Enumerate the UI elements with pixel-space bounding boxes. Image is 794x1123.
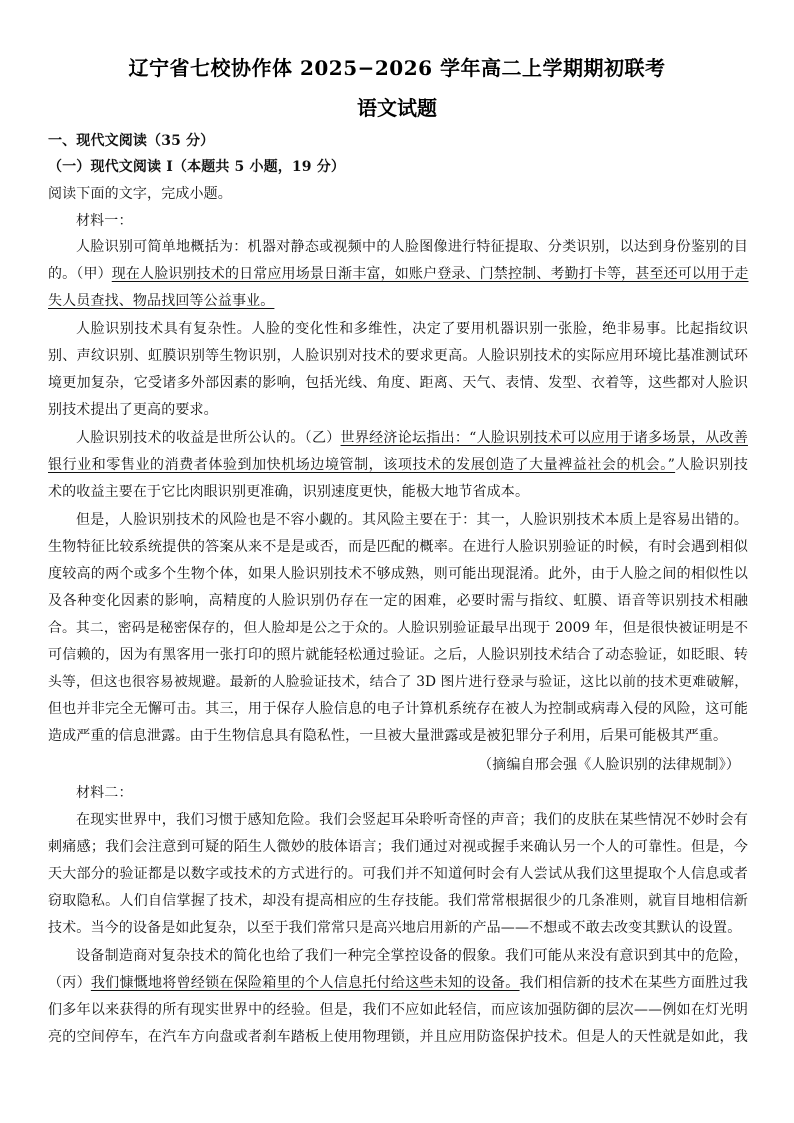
text-run: 人脸识别技 bbox=[675, 457, 748, 473]
paragraph-line: 及各种变化因素的影响，高精度的人脸识别仍存在一定的困难，必要时需与指纹、虹膜、语音等识别技术相融 bbox=[48, 593, 748, 609]
material-label: 材料一： bbox=[76, 213, 133, 229]
section-heading: 一、现代文阅读（35 分） bbox=[48, 133, 215, 149]
paragraph-line: 窃取隐私。人们自信掌握了技术，却没有提高相应的生存技能。我们常常根据很少的几条准则，就盲目地相信新 bbox=[48, 893, 748, 909]
paragraph-line: 造成严重的信息泄露。由于生物信息具有隐私性，一旦被大量泄露或是被犯罪分子利用，后果可能极其严重。 bbox=[48, 728, 728, 744]
subsection-heading: （一）现代文阅读 I（本题共 5 小题，19 分） bbox=[48, 159, 346, 175]
text-run: 我们相信新的技术在某些方面胜过我 bbox=[519, 975, 749, 991]
text-run: （丙） bbox=[48, 975, 91, 991]
paragraph-line: 境更加复杂，它受诸多外部因素的影响，包括光线、角度、距离、天气、表情、发型、衣着等，这些都对人脸识 bbox=[48, 375, 748, 391]
paragraph-line: 刺痛感；我们会注意到可疑的陌生人微妙的肢体语言；我们通过对视或握手来确认另一个人的可靠性。但是，今 bbox=[48, 839, 748, 855]
underlined-text: 世界经济论坛指出：“人脸识别技术可以应用于诸多场景，从改善 bbox=[340, 430, 748, 446]
text-run: 人脸识别技术的收益是世所公认的。（乙） bbox=[76, 430, 341, 446]
paragraph-line: 生物特征比较系统提供的答案从来不是是或否，而是匹配的概率。在进行人脸识别验证的时候，有时会遇到相似 bbox=[48, 539, 748, 555]
underlined-text: 银行业和零售业的消费者体验到加快机场边境管制，该项技术的发展创造了大量裨益社会的机会。” bbox=[48, 457, 676, 473]
exam-subtitle: 语文试题 bbox=[357, 96, 437, 120]
paragraph-line: 们多年以来获得的所有现实世界中的经验。但是，我们不应如此轻信，而应该加强防御的层次——例如在灯光明 bbox=[48, 1002, 748, 1018]
paragraph-line: 度较高的两个或多个生物个体，如果人脸识别技术不够成熟，则可能出现混淆。此外，由于人脸之间的相似性以 bbox=[48, 566, 748, 582]
paragraph-line bbox=[48, 973, 748, 993]
paragraph-line bbox=[48, 455, 748, 475]
paragraph-line: 设备制造商对复杂技术的简化也给了我们一种完全掌控设备的假象。我们可能从来没有意识到其中的危险， bbox=[76, 948, 748, 964]
source-citation: （摘编自邢会强《人脸识别的法律规制》） bbox=[478, 757, 740, 773]
exam-title: 辽宁省七校协作体 2025−2026 学年高二上学期期初联考 bbox=[128, 56, 666, 80]
paragraph-line: 合。其二，密码是秘密保存的，但人脸却是公之于众的。人脸识别验证最早出现于 2009 年，但是很快被证明是不 bbox=[48, 620, 748, 636]
text-run: 的。（甲） bbox=[48, 266, 112, 282]
paragraph-line: 别、声纹识别、虹膜识别等生物识别，人脸识别对技术的要求更高。人脸识别技术的实际应用环境比基准测试环 bbox=[48, 348, 748, 364]
paragraph-line: 天大部分的验证都是以数字或技术的方式进行的。可我们并不知道何时会有人尝试从我们这里提取个人信息或者 bbox=[48, 866, 748, 882]
paragraph-line bbox=[48, 291, 748, 311]
paragraph-line bbox=[48, 264, 748, 284]
paragraph-line: 亮的空间停车，在汽车方向盘或者刹车踏板上使用物理锁，并且应用防盗保护技术。但是人的天性就是如此，我 bbox=[48, 1029, 748, 1045]
instruction-text: 阅读下面的文字，完成小题。 bbox=[48, 186, 232, 202]
underlined-text: 失人员查找、物品找回等公益事业。 bbox=[48, 293, 275, 309]
paragraph-line: 人脸识别技术具有复杂性。人脸的变化性和多维性，决定了要用机器识别一张脸，绝非易事。比起指纹识 bbox=[76, 321, 748, 337]
paragraph-line: 但是，人脸识别技术的风险也是不容小觑的。其风险主要在于：其一，人脸识别技术本质上是容易出错的。 bbox=[76, 512, 748, 528]
underlined-text: 现在人脸识别技术的日常应用场景日渐丰富，如账户登录、门禁控制、考勤打卡等，甚至还可以用于走 bbox=[111, 266, 749, 282]
paragraph-line: 头等，但这也很容易被规避。最新的人脸验证技术，结合了 3D 图片进行登录与验证，这比以前的技术更难破解， bbox=[48, 674, 748, 690]
paragraph-line: 别技术提出了更高的要求。 bbox=[48, 402, 218, 418]
paragraph-line: 术的收益主要在于它比肉眼识别更准确，识别速度更快，能极大地节省成本。 bbox=[48, 484, 530, 500]
paragraph-line bbox=[48, 428, 748, 448]
paragraph-line: 但也并非完全无懈可击。其三，用于保存人脸信息的电子计算机系统存在被人为控制或病毒入侵的风险，这可能 bbox=[48, 701, 748, 717]
underlined-text: 我们慷慨地将曾经锁在保险箱里的个人信息托付给这些未知的设备。 bbox=[90, 975, 520, 991]
paragraph-line: 人脸识别可简单地概括为：机器对静态或视频中的人脸图像进行特征提取、分类识别，以达到身份鉴别的目 bbox=[76, 239, 748, 255]
paragraph-line: 技术。当今的设备是如此复杂，以至于我们常常只是高兴地启用新的产品——不想或不敢去改变其默认的设置。 bbox=[48, 920, 742, 936]
paragraph-line: 在现实世界中，我们习惯于感知危险。我们会竖起耳朵聆听奇怪的声音；我们的皮肤在某些情况不妙时会有 bbox=[76, 812, 748, 828]
material-label: 材料二： bbox=[76, 785, 133, 801]
paragraph-line: 可信赖的，因为有黑客用一张打印的照片就能轻松通过验证。之后，人脸识别技术结合了动态验证，如眨眼、转 bbox=[48, 647, 748, 663]
